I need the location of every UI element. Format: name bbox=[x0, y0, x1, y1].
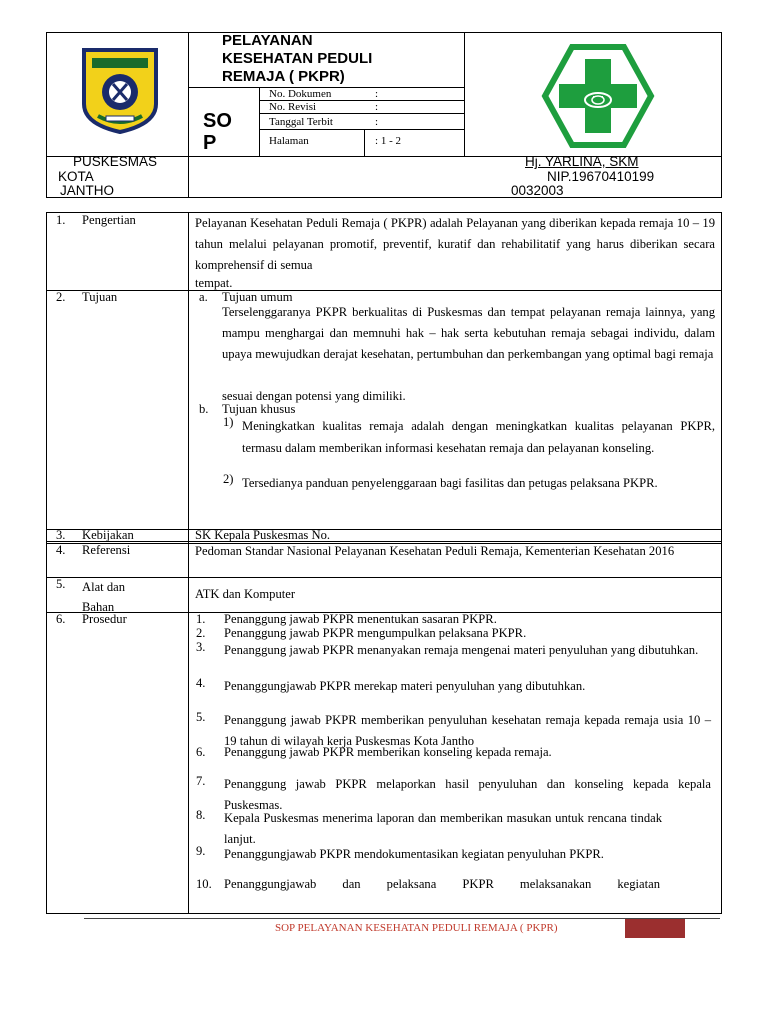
step-9-number: 9. bbox=[196, 844, 206, 858]
step-5-text: Penanggung jawab PKPR memberikan penyuluhan kesehatan remaja kepada remaja usia 10 – 19 tahun di wilayah kerja Puskesmas Kota Jantho bbox=[224, 713, 711, 748]
header-field-col-line bbox=[364, 129, 365, 156]
field-value-halaman: 1 - 2 bbox=[380, 135, 401, 147]
row-1-number: 1. bbox=[56, 213, 66, 227]
field-label-no-revisi: No. Revisi bbox=[269, 101, 317, 113]
row-1-label: Pengertian bbox=[82, 213, 136, 227]
row-sep-2 bbox=[46, 529, 722, 530]
step-4-number: 4. bbox=[196, 676, 206, 690]
step-10-number: 10. bbox=[196, 877, 212, 891]
field-sep-halaman: : bbox=[375, 135, 379, 147]
step-6-text: Penanggung jawab PKPR memberikan konseling kepada remaja. bbox=[224, 745, 552, 759]
signer-name: Hj. YARLINA, SKM bbox=[525, 154, 639, 169]
field-sep-no-revisi: : bbox=[375, 101, 379, 113]
tujuan-khusus-1-number: 1) bbox=[223, 415, 234, 429]
step-8-number: 8. bbox=[196, 808, 206, 822]
signer-nip-2: 0032003 bbox=[511, 183, 564, 198]
row-6-label: Prosedur bbox=[82, 612, 127, 626]
row-sep-4 bbox=[46, 577, 722, 578]
signer-nip-1: NIP.19670410199 bbox=[547, 169, 655, 184]
sop-title bbox=[222, 32, 372, 86]
title-line-1: PELAYANAN bbox=[222, 32, 313, 49]
tujuan-umum-text: Terselenggaranya PKPR berkualitas di Puskesmas dan tempat pelayanan remaja lainnya, yang mampu menghargai dan memnuhi hak – hak serta kebutuhan remaja sebagai individu, dalam upaya mewujudkan derajat kesehatan, pertumbuhan dan perkembangan yang optimal bagi remaja bbox=[222, 305, 715, 361]
step-9-text: Penanggungjawab PKPR mendokumentasikan kegiatan penyuluhan PKPR. bbox=[224, 847, 604, 861]
row-4-number: 4. bbox=[56, 543, 66, 557]
footer-text: SOP PELAYANAN KESEHATAN PEDULI REMAJA ( PKPR) bbox=[275, 922, 558, 934]
row-5-label-line-2: Bahan bbox=[82, 600, 115, 614]
step-3-number: 3. bbox=[196, 640, 206, 654]
org-line-1: PUSKESMAS bbox=[73, 154, 158, 169]
step-1-number: 1. bbox=[196, 612, 206, 626]
step-4-text: Penanggungjawab PKPR merekap materi penyuluhan yang dibutuhkan. bbox=[224, 679, 586, 693]
row-1-text-tail: tempat. bbox=[195, 276, 233, 290]
sop-label-line-2: P bbox=[203, 132, 217, 154]
row-3-label: Kebijakan bbox=[82, 528, 134, 542]
organization-name bbox=[56, 155, 157, 199]
row-1-text: Pelayanan Kesehatan Peduli Remaja ( PKPR) adalah Pelayanan yang diberikan kepada remaja 10 – 19 tahun melalui pelayanan promotif, preventif, kuratif dan rehabilitatif yang harus diberikan secara komprehensif di semua bbox=[195, 216, 715, 272]
row-5-number: 5. bbox=[56, 577, 66, 591]
step-2-text: Penanggung jawab PKPR mengumpulkan pelaksana PKPR. bbox=[224, 626, 527, 640]
sop-label bbox=[203, 110, 232, 154]
row-3-text: SK Kepala Puskesmas No. bbox=[195, 528, 331, 542]
field-label-halaman: Halaman bbox=[269, 135, 309, 147]
header-divider-right bbox=[464, 32, 465, 156]
step-2-number: 2. bbox=[196, 626, 206, 640]
table-col-divider bbox=[188, 212, 189, 914]
step-8-text: Kepala Puskesmas menerima laporan dan memberikan masukan untuk rencana tindak lanjut. bbox=[224, 811, 662, 846]
row-4-text: Pedoman Standar Nasional Pelayanan Kesehatan Peduli Remaja, Kementerian Kesehatan 2016 bbox=[195, 544, 675, 558]
title-line-2: KESEHATAN PEDULI bbox=[222, 50, 373, 67]
step-10-text: Penanggungjawab dan pelaksana PKPR melaksanakan kegiatan bbox=[224, 877, 660, 891]
field-sep-no-dokumen: : bbox=[375, 88, 379, 100]
step-1-text: Penanggung jawab PKPR menentukan sasaran PKPR. bbox=[224, 612, 497, 626]
row-5-text: ATK dan Komputer bbox=[195, 587, 296, 601]
step-7-number: 7. bbox=[196, 774, 206, 788]
row-4-label: Referensi bbox=[82, 543, 131, 557]
tujuan-khusus-2-text: Tersedianya panduan penyelenggaraan bagi fasilitas dan petugas pelaksana PKPR. bbox=[242, 476, 658, 490]
row-sep-1 bbox=[46, 290, 722, 291]
step-5-number: 5. bbox=[196, 710, 206, 724]
tujuan-khusus-2-number: 2) bbox=[223, 472, 234, 486]
title-line-3: REMAJA ( PKPR) bbox=[222, 68, 345, 85]
regional-logo bbox=[80, 44, 160, 134]
tujuan-b-marker: b. bbox=[199, 402, 209, 416]
row-2-number: 2. bbox=[56, 290, 66, 304]
step-6-number: 6. bbox=[196, 745, 206, 759]
header-divider-left bbox=[188, 32, 189, 198]
row-2-label: Tujuan bbox=[82, 290, 118, 304]
sop-label-line-1: SO bbox=[203, 110, 232, 132]
tujuan-khusus-1-text: Meningkatkan kualitas remaja adalah dengan meningkatkan kualitas pelayanan PKPR, termasu dalam memberikan informasi kesehatan remaja dan pelayanan konseling. bbox=[242, 419, 715, 455]
field-sep-tanggal-terbit: : bbox=[375, 116, 379, 128]
step-7-text: Penanggung jawab PKPR melaporkan hasil penyuluhan dan konseling kepada kepala Puskesmas. bbox=[224, 777, 711, 812]
tujuan-umum-title: Tujuan umum bbox=[222, 290, 293, 304]
step-3-text: Penanggung jawab PKPR menanyakan remaja mengenai materi penyuluhan yang dibutuhkan. bbox=[224, 643, 699, 657]
row-6-number: 6. bbox=[56, 612, 66, 626]
tujuan-khusus-title: Tujuan khusus bbox=[222, 402, 296, 416]
footer-color-bar bbox=[625, 919, 685, 938]
row-5-label bbox=[82, 577, 125, 617]
field-label-tanggal-terbit: Tanggal Terbit bbox=[269, 116, 333, 128]
header-field-line-3 bbox=[259, 129, 465, 130]
tujuan-umum-tail: sesuai dengan potensi yang dimiliki. bbox=[222, 389, 406, 403]
org-line-3: JANTHO bbox=[60, 183, 114, 198]
field-label-no-dokumen: No. Dokumen bbox=[269, 88, 332, 100]
org-line-2: KOTA bbox=[58, 168, 94, 184]
tujuan-a-marker: a. bbox=[199, 290, 208, 304]
header-sop-divider bbox=[259, 87, 260, 156]
row-5-label-line-1: Alat dan bbox=[82, 580, 126, 594]
puskesmas-logo bbox=[541, 44, 655, 148]
field-halaman-value bbox=[375, 134, 401, 148]
row-3-number: 3. bbox=[56, 528, 66, 542]
